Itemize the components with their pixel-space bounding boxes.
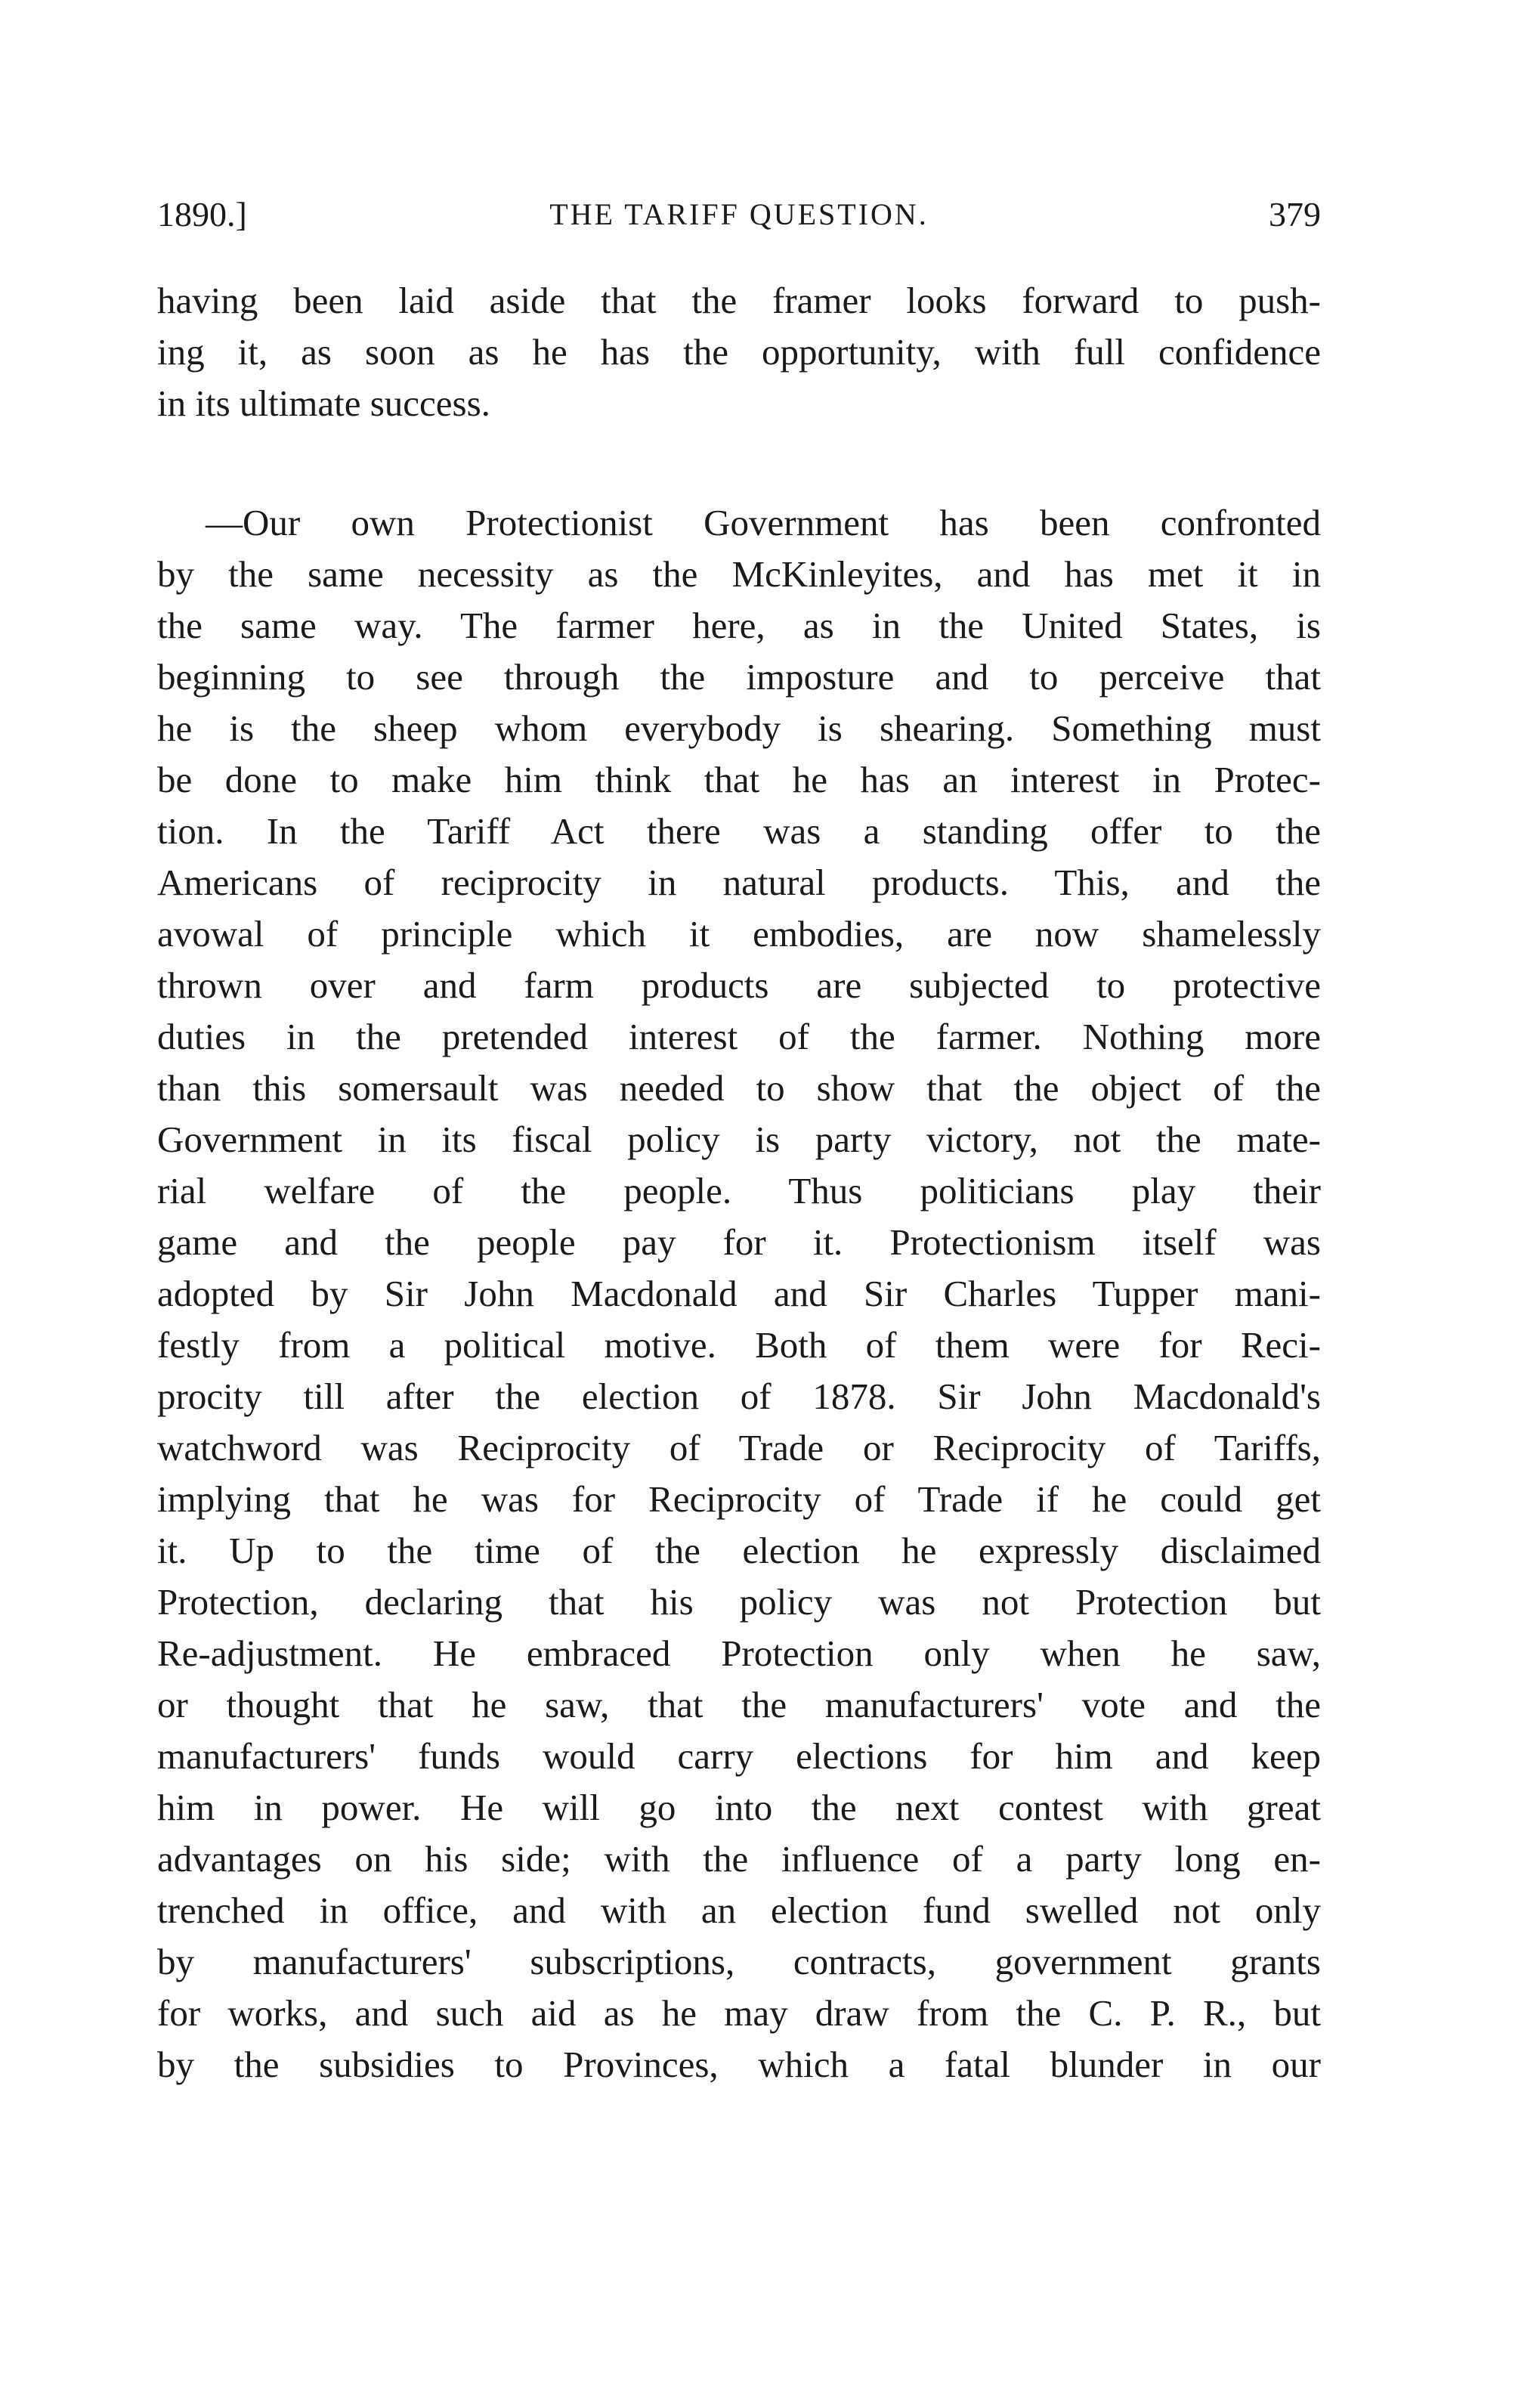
text-line: by manufacturers' subscriptions, contracts, government grants	[157, 1941, 1321, 1982]
text-line: be done to make him think that he has an interest in Protec-	[157, 759, 1321, 800]
text-line: or thought that he saw, that the manufacturers' vote and the	[157, 1684, 1321, 1725]
text-line: the same way. The farmer here, as in the United States, is	[157, 605, 1321, 646]
text-line: Re-adjustment. He embraced Protection only when he saw,	[157, 1632, 1321, 1674]
text-line: Americans of reciprocity in natural products. This, and the	[157, 862, 1321, 903]
text-line: in its ultimate success.	[157, 382, 490, 424]
text-line: him in power. He will go into the next contest with great	[157, 1787, 1321, 1828]
text-line: trenched in office, and with an election fund swelled not only	[157, 1889, 1321, 1931]
text-line: adopted by Sir John Macdonald and Sir Charles Tupper mani-	[157, 1273, 1321, 1314]
text-line: game and the people pay for it. Protectionism itself was	[157, 1221, 1321, 1263]
text-line: tion. In the Tariff Act there was a standing offer to the	[157, 810, 1321, 852]
text-line: —Our own Protectionist Government has been confronted	[206, 502, 1321, 543]
paragraph-1	[157, 275, 1321, 429]
text-line: than this somersault was needed to show that the object of the	[157, 1067, 1321, 1109]
text-line: ing it, as soon as he has the opportunity, with full confidence	[157, 331, 1321, 373]
running-head-year: 1890.]	[157, 195, 247, 234]
text-line: advantages on his side; with the influence of a party long en-	[157, 1838, 1321, 1880]
text-line: manufacturers' funds would carry elections for him and keep	[157, 1735, 1321, 1777]
text-line: by the subsidies to Provinces, which a fatal blunder in our	[157, 2044, 1321, 2085]
text-line: it. Up to the time of the election he expressly disclaimed	[157, 1530, 1321, 1571]
text-line: watchword was Reciprocity of Trade or Reciprocity of Tariffs,	[157, 1427, 1321, 1468]
text-line: having been laid aside that the framer looks forward to push-	[157, 280, 1321, 321]
text-line: procity till after the election of 1878. Sir John Macdonald's	[157, 1375, 1321, 1417]
text-line: he is the sheep whom everybody is shearing. Something must	[157, 707, 1321, 749]
text-line: implying that he was for Reciprocity of Trade if he could get	[157, 1478, 1321, 1520]
text-line: by the same necessity as the McKinleyites, and has met it in	[157, 553, 1321, 595]
text-line: for works, and such aid as he may draw from the C. P. R., but	[157, 1992, 1321, 2034]
text-line: festly from a political motive. Both of them were for Reci-	[157, 1324, 1321, 1366]
text-line: thrown over and farm products are subjected to protective	[157, 964, 1321, 1006]
text-line: Protection, declaring that his policy was not Protection but	[157, 1581, 1321, 1623]
text-line: beginning to see through the imposture and to perceive that	[157, 656, 1321, 698]
paragraph-2	[157, 497, 1321, 2090]
running-head	[157, 192, 1321, 237]
text-line: Government in its fiscal policy is party victory, not the mate-	[157, 1119, 1321, 1160]
paragraph-spacer	[157, 429, 1321, 497]
body-text	[157, 275, 1321, 2090]
text-line: rial welfare of the people. Thus politicians play their	[157, 1170, 1321, 1211]
text-line: avowal of principle which it embodies, are now shamelessly	[157, 913, 1321, 955]
page-number: 379	[1269, 195, 1321, 234]
running-head-title: THE TARIFF QUESTION.	[549, 197, 929, 231]
text-line: duties in the pretended interest of the farmer. Nothing more	[157, 1016, 1321, 1057]
